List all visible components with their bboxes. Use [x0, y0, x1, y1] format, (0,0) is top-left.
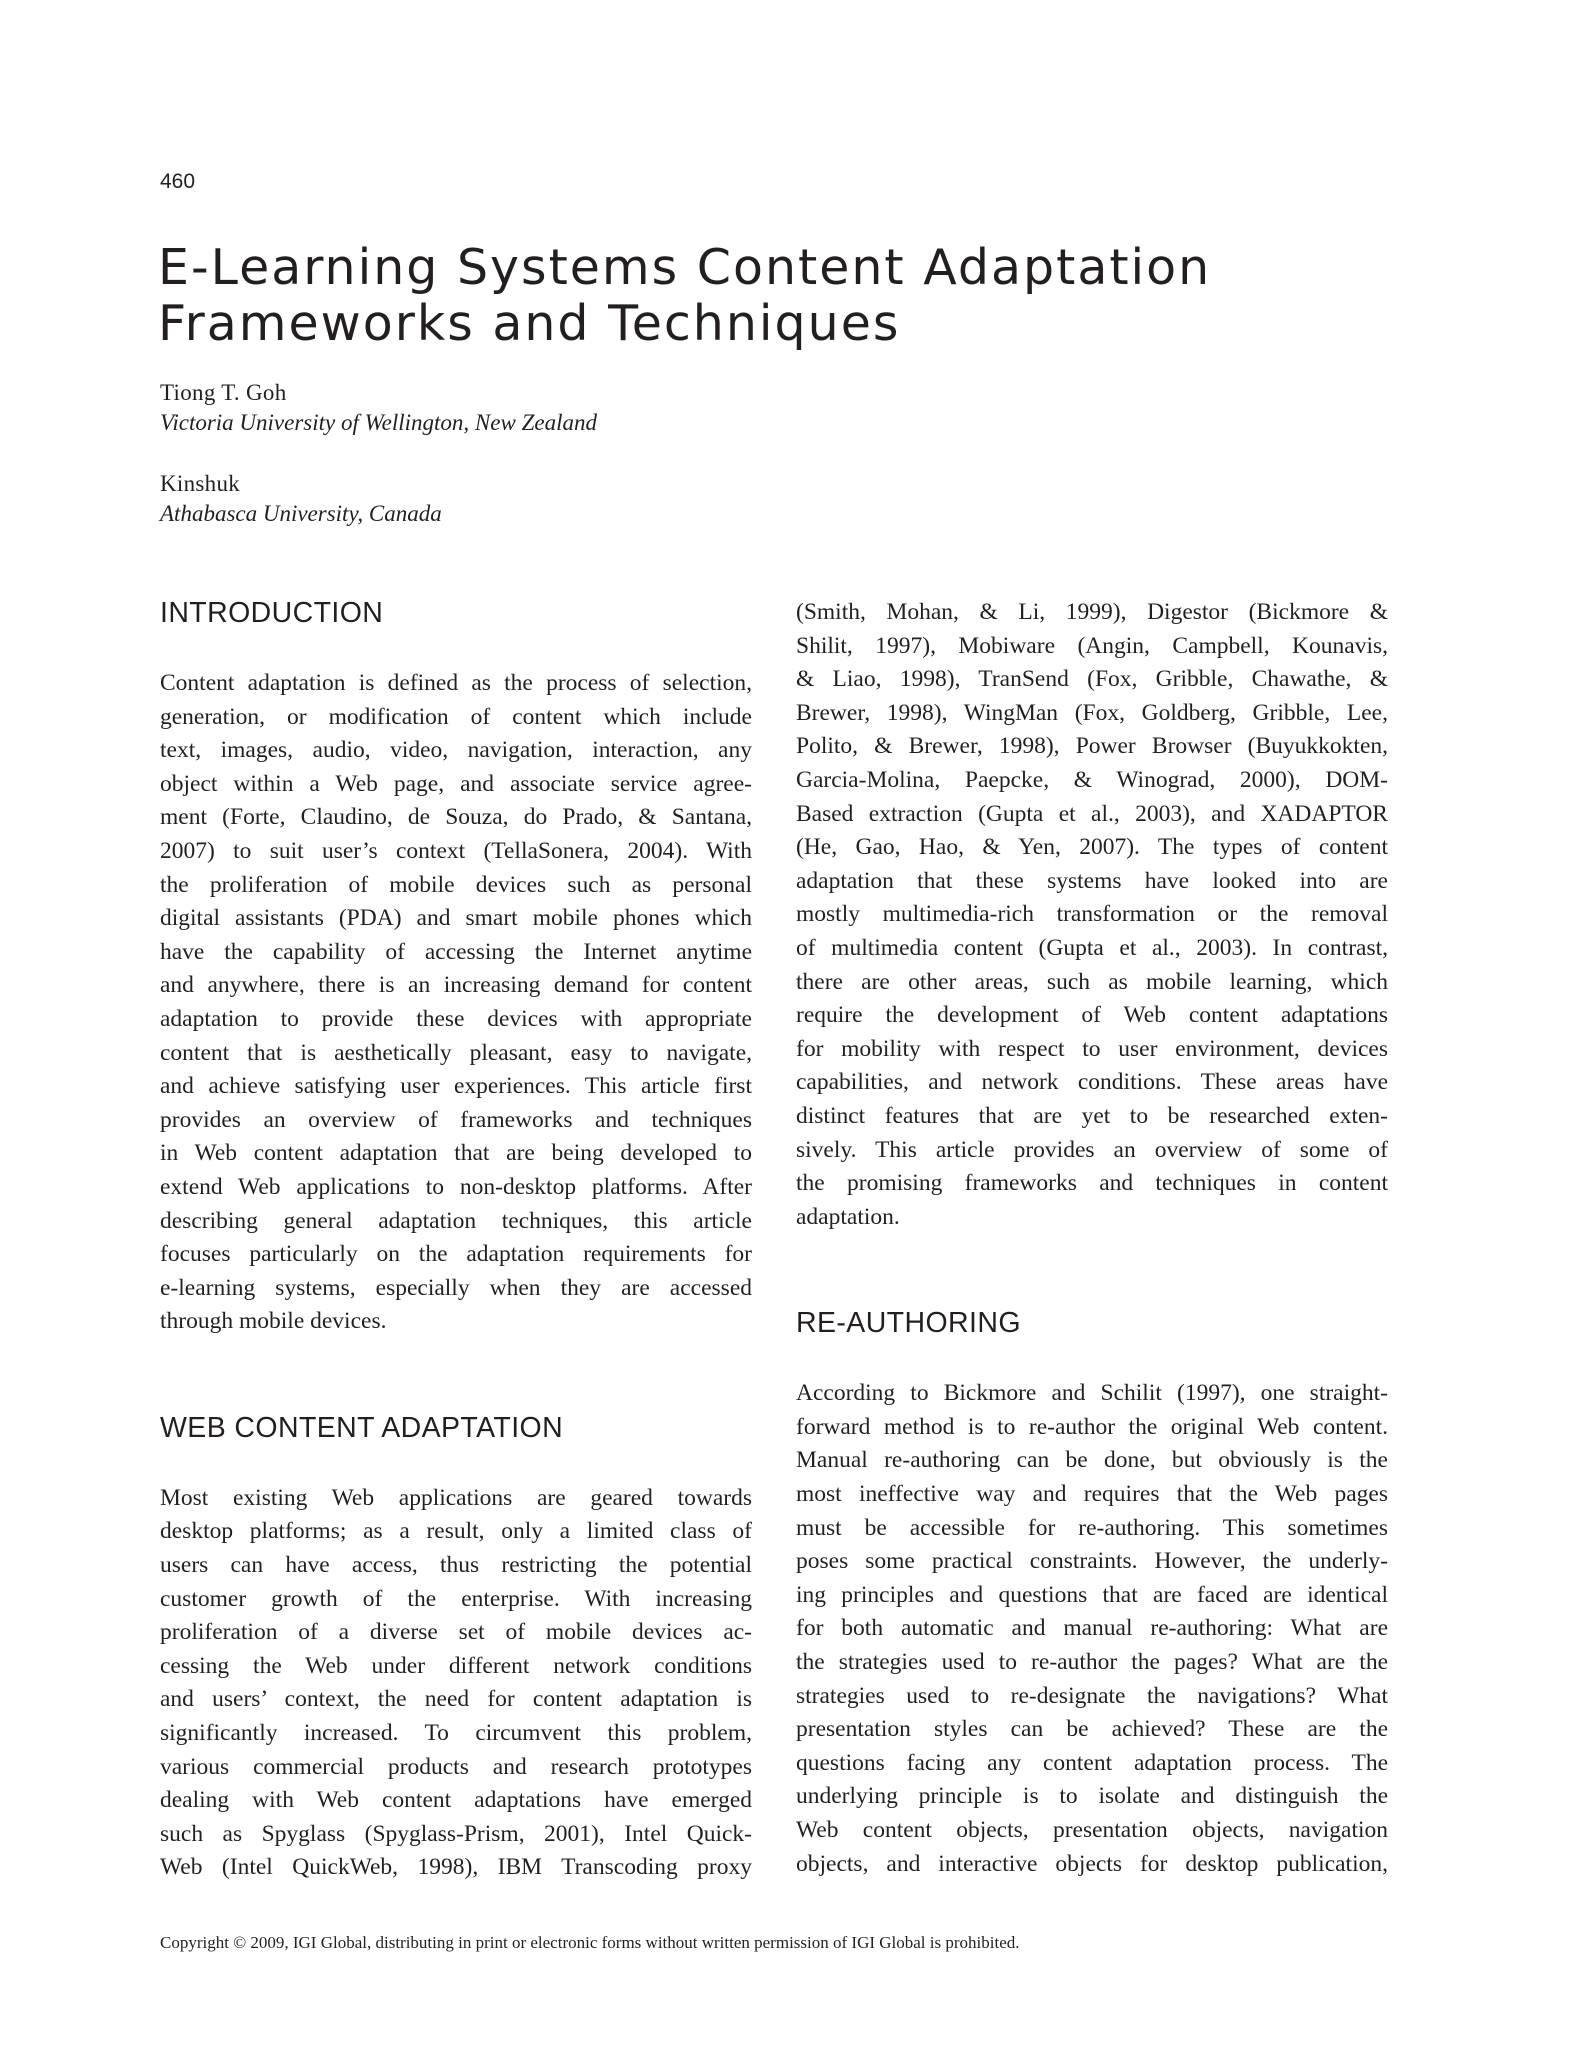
text-line: adaptation.: [796, 1203, 900, 1230]
text-line: the promising frameworks and techniques in content: [796, 1170, 1388, 1197]
text-line: Most existing Web applications are geared towards: [160, 1484, 752, 1511]
text-line: ing principles and questions that are faced are identical: [796, 1581, 1388, 1608]
text-line: capabilities, and network conditions. These areas have: [796, 1069, 1388, 1096]
text-line: text, images, audio, video, navigation, interaction, any: [160, 737, 752, 764]
article-title: [158, 240, 1458, 352]
text-line: the strategies used to re-author the pages? What are the: [796, 1649, 1388, 1676]
text-line: desktop platforms; as a result, only a limited class of: [160, 1518, 752, 1545]
text-line: sively. This article provides an overview of some of: [796, 1136, 1388, 1163]
copyright-notice: Copyright © 2009, IGI Global, distributing in print or electronic forms without written permission of IGI Global is prohibited.: [160, 1933, 1020, 1952]
section-heading-re-authoring: RE-AUTHORING: [796, 1307, 1021, 1340]
text-line: have the capability of accessing the Internet anytime: [160, 938, 752, 965]
text-line: Brewer, 1998), WingMan (Fox, Goldberg, Gribble, Lee,: [796, 699, 1388, 726]
author-block: [160, 378, 597, 438]
text-line: must be accessible for re-authoring. This sometimes: [796, 1514, 1388, 1541]
section-heading-web-content-adaptation: WEB CONTENT ADAPTATION: [160, 1411, 564, 1444]
text-line: for both automatic and manual re-authoring: What are: [796, 1615, 1388, 1642]
left-column: [160, 596, 752, 1885]
text-line: describing general adaptation techniques, this article: [160, 1207, 752, 1234]
text-line: forward method is to re-author the original Web content.: [796, 1413, 1388, 1440]
text-line: adaptation that these systems have looked into are: [796, 867, 1388, 894]
text-line: through mobile devices.: [160, 1308, 387, 1335]
text-line: cessing the Web under different network conditions: [160, 1652, 752, 1679]
text-line: Manual re-authoring can be done, but obviously is the: [796, 1447, 1388, 1474]
text-line: Content adaptation is defined as the process of selection,: [160, 670, 752, 696]
article-title-line: Frameworks and Techniques: [158, 295, 901, 352]
paragraph-introduction: [160, 667, 752, 1339]
text-line: Polito, & Brewer, 1998), Power Browser (Buyukkokten,: [796, 733, 1388, 760]
paragraph-web-content-adaptation: [160, 1482, 752, 1885]
text-line: in Web content adaptation that are being developed to: [160, 1140, 752, 1167]
text-line: (He, Gao, Hao, & Yen, 2007). The types of content: [796, 834, 1388, 861]
paragraph-re-authoring: [796, 1377, 1388, 1881]
text-line: the proliferation of mobile devices such as personal: [160, 871, 752, 898]
text-line: and users’ context, the need for content adaptation is: [160, 1686, 752, 1713]
text-line: mostly multimedia-rich transformation or the removal: [796, 901, 1388, 928]
text-line: objects, and interactive objects for desktop publication,: [796, 1850, 1388, 1877]
text-line: users can have access, thus restricting the potential: [160, 1552, 752, 1579]
right-column: [796, 596, 1388, 1881]
text-line: for mobility with respect to user environment, devices: [796, 1035, 1388, 1062]
text-line: focuses particularly on the adaptation requirements for: [160, 1241, 752, 1268]
text-line: generation, or modification of content which include: [160, 703, 752, 730]
text-line: dealing with Web content adaptations have emerged: [160, 1787, 752, 1814]
text-line: content that is aesthetically pleasant, easy to navigate,: [160, 1039, 752, 1066]
author-affiliation: Athabasca University, Canada: [160, 501, 442, 526]
author-affiliation: Victoria University of Wellington, New Zealand: [160, 410, 597, 435]
text-line: underlying principle is to isolate and distinguish the: [796, 1783, 1388, 1810]
author-name: Kinshuk: [160, 471, 241, 496]
text-line: proliferation of a diverse set of mobile devices ac-: [160, 1619, 752, 1646]
text-line: & Liao, 1998), TranSend (Fox, Gribble, Chawathe, &: [796, 666, 1388, 693]
author-name: Tiong T. Goh: [160, 380, 287, 405]
text-line: distinct features that are yet to be researched exten-: [796, 1102, 1388, 1129]
text-line: According to Bickmore and Schilit (1997), one straight-: [796, 1380, 1388, 1407]
text-line: digital assistants (PDA) and smart mobile phones which: [160, 905, 752, 932]
text-line: Web content objects, presentation objects, navigation: [796, 1817, 1388, 1843]
text-line: Garcia-Molina, Paepcke, & Winograd, 2000), DOM-: [796, 766, 1388, 793]
page-number: 460: [160, 170, 196, 193]
section-heading-introduction: INTRODUCTION: [160, 597, 384, 629]
text-line: provides an overview of frameworks and techniques: [160, 1106, 752, 1133]
text-line: customer growth of the enterprise. With increasing: [160, 1585, 752, 1612]
text-line: extend Web applications to non-desktop platforms. After: [160, 1173, 752, 1200]
text-line: various commercial products and research prototypes: [160, 1753, 752, 1780]
text-line: Shilit, 1997), Mobiware (Angin, Campbell, Kounavis,: [796, 632, 1388, 659]
article-title-line: E-Learning Systems Content Adaptation: [158, 239, 1212, 296]
text-line: adaptation to provide these devices with appropriate: [160, 1005, 752, 1032]
text-line: there are other areas, such as mobile learning, which: [796, 968, 1388, 995]
text-line: Based extraction (Gupta et al., 2003), and XADAPTOR: [796, 800, 1388, 827]
text-line: Web (Intel QuickWeb, 1998), IBM Transcoding proxy: [160, 1854, 752, 1881]
text-line: 2007) to suit user’s context (TellaSonera, 2004). With: [160, 837, 752, 864]
text-line: questions facing any content adaptation process. The: [796, 1749, 1388, 1776]
text-line: presentation styles can be achieved? These are the: [796, 1716, 1388, 1743]
text-line: such as Spyglass (Spyglass-Prism, 2001), Intel Quick-: [160, 1820, 752, 1847]
text-line: (Smith, Mohan, & Li, 1999), Digestor (Bickmore &: [796, 599, 1388, 625]
text-line: of multimedia content (Gupta et al., 2003). In contrast,: [796, 934, 1388, 961]
paragraph-continuation: [796, 596, 1388, 1234]
text-line: significantly increased. To circumvent this problem,: [160, 1720, 752, 1747]
text-line: and achieve satisfying user experiences. This article first: [160, 1073, 752, 1100]
author-block: [160, 469, 442, 529]
text-line: poses some practical constraints. However, the underly-: [796, 1548, 1388, 1575]
text-line: most ineffective way and requires that the Web pages: [796, 1481, 1388, 1508]
text-line: e-learning systems, especially when they are accessed: [160, 1274, 752, 1301]
text-line: require the development of Web content adaptations: [796, 1002, 1388, 1029]
text-line: ment (Forte, Claudino, de Souza, do Prado, & Santana,: [160, 804, 752, 831]
text-line: and anywhere, there is an increasing demand for content: [160, 972, 752, 999]
text-line: object within a Web page, and associate service agree-: [160, 770, 752, 797]
text-line: strategies used to re-designate the navigations? What: [796, 1682, 1388, 1709]
